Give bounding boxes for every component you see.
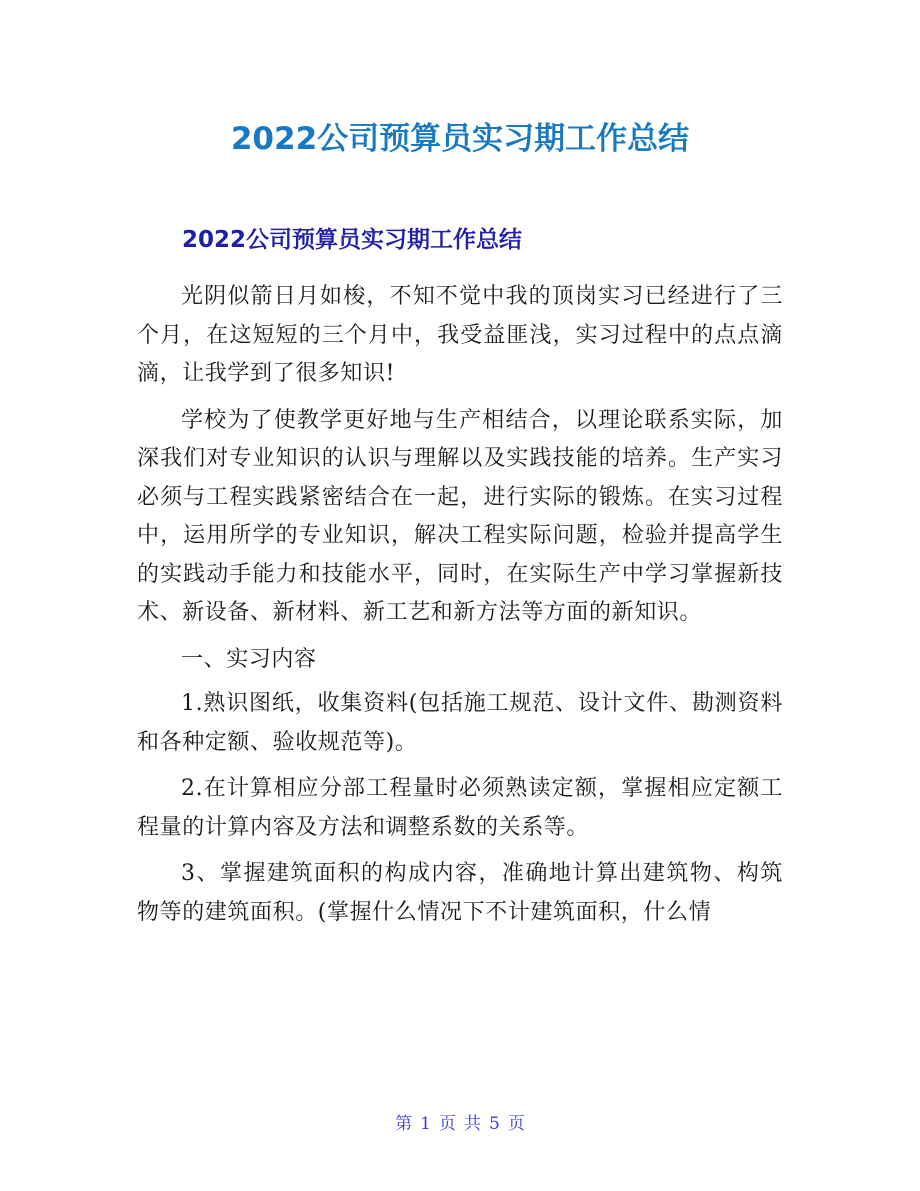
footer-di: 第 xyxy=(395,1114,413,1134)
section-heading-internship-content: 一、实习内容 xyxy=(181,646,317,672)
footer-ye: 页 xyxy=(439,1114,456,1134)
footer-gong: 共 xyxy=(464,1114,481,1134)
page-footer xyxy=(0,1112,920,1136)
list-item-1: 1.熟识图纸，收集资料(包括施工规范、设计文件、勘测资料和各种定额、验收规范等)。 xyxy=(137,691,783,755)
footer-ye2: 页 xyxy=(507,1114,525,1134)
document-body xyxy=(137,278,783,940)
document-subtitle: 2022公司预算员实习期工作总结 xyxy=(182,227,523,253)
paragraph-intro: 光阴似箭日月如梭，不知不觉中我的顶岗实习已经进行了三个月，在这短短的三个月中，我受益匪浅，实习过程中的点点滴滴，让我学到了很多知识! xyxy=(137,284,783,386)
list-item-3: 3、掌握建筑面积的构成内容，准确地计算出建筑物、构筑物等的建筑面积。(掌握什么情况下不计建筑面积，什么情 xyxy=(137,861,783,925)
paragraph-purpose: 学校为了使教学更好地与生产相结合，以理论联系实际，加深我们对专业知识的认识与理解以及实践技能的培养。生产实习必须与工程实践紧密结合在一起，进行实际的锻炼。在实习过程中，运用所学的专业知识，解决工程实际问题，检验并提高学生的实践动手能力和技能水平，同时，在实际生产中学习掌握新技术、新设备、新材料、新工艺和新方法等方面的新知识。 xyxy=(137,407,783,625)
document-title: 2022公司预算员实习期工作总结 xyxy=(230,121,690,157)
footer-page-number: 1 xyxy=(420,1114,431,1134)
footer-total-pages: 5 xyxy=(489,1114,500,1134)
list-item-2: 2.在计算相应分部工程量时必须熟读定额，掌握相应定额工程量的计算内容及方法和调整系数的关系等。 xyxy=(137,776,783,840)
